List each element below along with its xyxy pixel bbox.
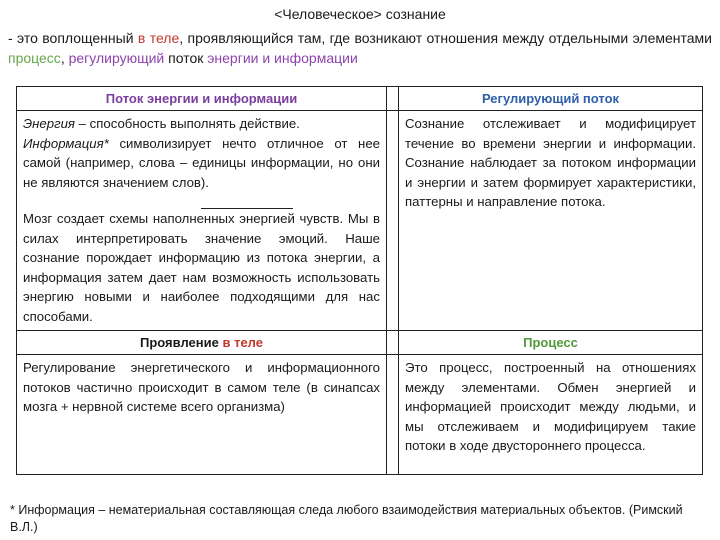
energy-definition: – способность выполнять действие.	[74, 116, 300, 131]
header-regulating-flow: Регулирующий поток	[399, 87, 703, 111]
header-process: Процесс	[399, 331, 703, 355]
information-definition: символизирует нечто отличное от нее самой (например, слова – единицы информации, но они не являются значением слов).	[23, 135, 380, 190]
brain-paragraph: Мозг создает схемы наполненных энергией чувств. Мы в силах интерпретировать значение эмоций. Наше сознание порождает информацию из потока энергии, а информация затем дает нам возможность использовать энергию новыми и наиболее подходящими для нас способами.	[23, 211, 380, 324]
footnote: * Информация – нематериальная составляющая следа любого взаимодействия материальных объектов. (Римский В.Л.)	[10, 503, 683, 534]
separator-line	[201, 194, 293, 209]
concept-table	[16, 86, 703, 475]
intro-text-3: ,	[60, 50, 69, 66]
intro-text-2: , проявляющийся там, где возникают отношения между отдельными элементами	[179, 30, 712, 46]
information-term: Информация*	[23, 135, 109, 151]
intro-text-1: - это воплощенный	[8, 30, 138, 46]
intro-paragraph	[8, 28, 712, 68]
header-energy-info: Поток энергии и информации	[17, 87, 387, 111]
intro-highlight-regulating: регулирующий	[68, 50, 165, 66]
intro-highlight-energy-info: энергии и информации	[207, 50, 358, 66]
header-embodiment-highlight: в теле	[222, 335, 263, 350]
cell-energy-info	[17, 111, 387, 331]
header-embodiment-prefix: Проявление	[140, 335, 223, 350]
cell-embodiment: Регулирование энергетического и информационного потоков частично происходит в самом теле (в синапсах мозга + нервной системе всего организма)	[17, 355, 387, 475]
header-embodiment	[17, 331, 387, 355]
intro-highlight-body: в теле	[137, 30, 180, 46]
cell-process: Это процесс, построенный на отношениях между элементами. Обмен энергией и информацией происходит между людьми, и мы отслеживаем и модифицируем такие потоки в ходе двустороннего процесса.	[399, 355, 703, 475]
intro-text-4: поток	[164, 50, 208, 66]
page-title: <Человеческое> сознание	[274, 6, 446, 22]
cell-regulating-flow: Сознание отслеживает и модифицирует течение во времени энергии и информации. Сознание наблюдает за потоком информации и энергии и затем формирует характеристики, паттерны и направление потока.	[399, 111, 703, 331]
intro-highlight-process: процесс	[8, 50, 61, 66]
energy-term: Энергия	[23, 116, 75, 131]
